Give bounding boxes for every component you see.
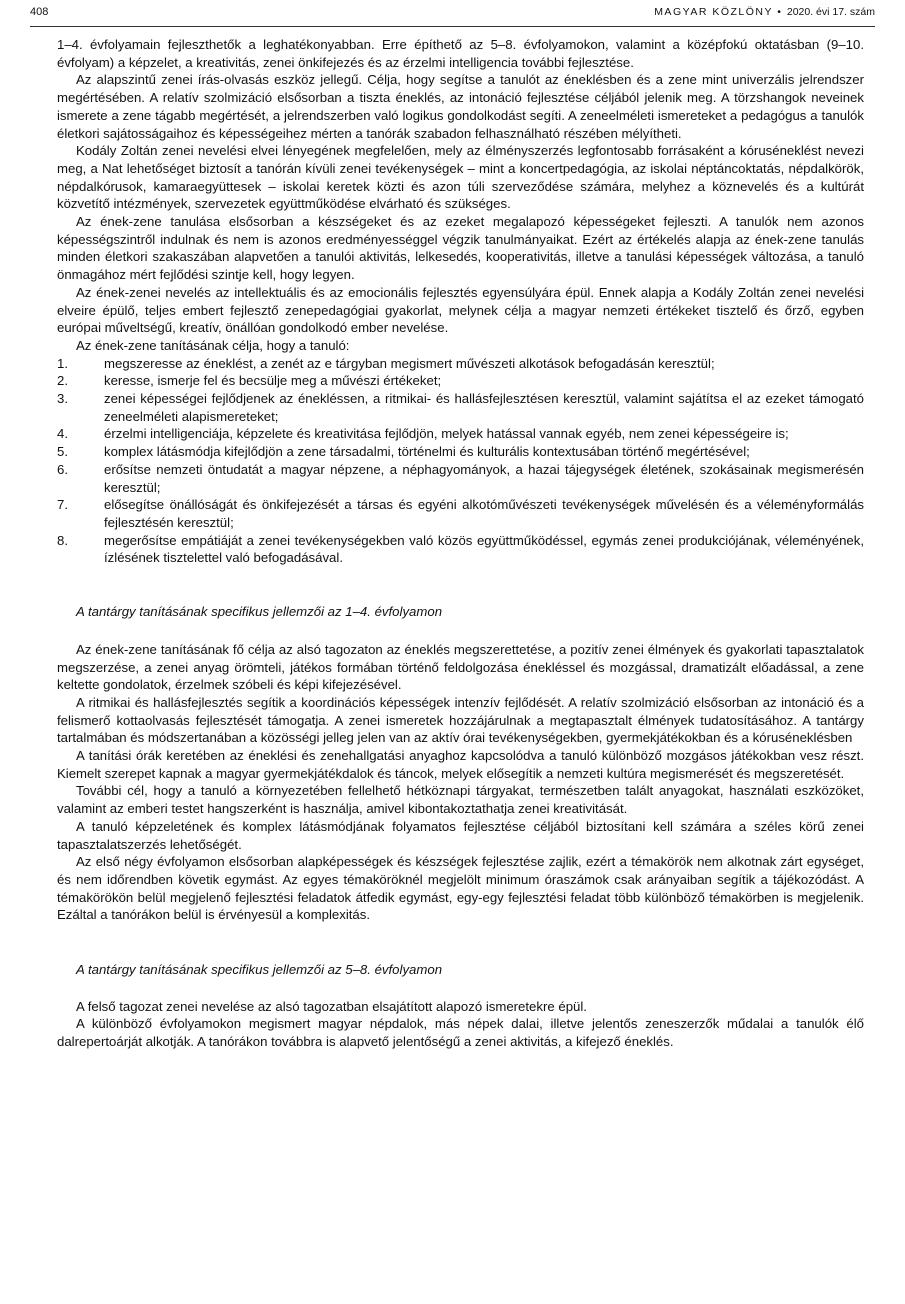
list-item: [57, 461, 864, 496]
list-text: elősegítse önállóságát és önkifejezését a társas és egyéni alkotóművészeti tevékenységek művelésén és a véleményformálás fejlesztésén keresztül;: [104, 497, 864, 530]
list-item: [57, 443, 864, 461]
issue-number: 2020. évi 17. szám: [786, 6, 875, 18]
page-header: [30, 6, 875, 24]
list-number: 7.: [57, 497, 68, 513]
paragraph: A felső tagozat zenei nevelése az alsó tagozatban elsajátított alapozó ismeretekre épül.: [76, 998, 587, 1014]
goals-list: [57, 355, 864, 567]
list-intro: Az ének-zene tanításának célja, hogy a tanuló:: [76, 337, 350, 353]
paragraph: Kodály Zoltán zenei nevelési elvei lényegének megfelelően, mely az élményszerzés legfontosabb forrásaként a kóruséneklést nevezi meg, a Nat lehetőséget biztosít a tanórán kívüli zenei tevékenységek – mint a koncertpedagógia, az iskolai néptáncoktatás, népdalkörök, népdalkórusok, kamaraegyüttesek – iskolai keretek közti és azon túli szerveződése számára, melyhez a köznevelés és a kultúrát közvetítő intézmények, szervezetek együttműködése elvárható és szükséges.: [57, 143, 864, 212]
list-text: megerősítse empátiáját a zenei tevékenységekben való közös együttműködéssel, egymás zenei produkciójának, véleményének, ízlésének tisztelettel való befogadásával.: [104, 532, 864, 566]
paragraph: Az alapszintű zenei írás-olvasás eszköz jellegű. Célja, hogy segítse a tanulót az éneklésben és a zene mint univerzális jelrendszer megértésében. A relatív szolmizáció elsősorban a tiszta éneklés, az intonáció fejlesztése céljából jelenik meg. A törzshangok neveinek ismerete a zene tágabb megértését, a jelrendszerben való logikus gondolkodást segíti. A zeneelméleti ismereteket a pedagógus a tanulók életkori sajátosságaihoz és képességeihez mérten a tanórák szabadon felhasználható részében mélyítheti.: [57, 72, 864, 141]
page-body: [57, 36, 864, 1051]
paragraph: Az első négy évfolyamon elsősorban alapképességek és készségek fejlesztése zajlik, ezért a témakörök nem alkotnak zárt egységet, és nem időrendben követik egymást. Az egyes témaköröknél megjelölt minimum óraszámok csak arányaiban segítik a tájékozódást. A témakörökön belül megjelenő fejlesztési feladatok átfedik egymást, egy-egy fejlesztési feladat több különböző témakörben is megjelenik. Ezáltal a tanórákon belül is érvényesül a komplexitás.: [57, 854, 864, 923]
journal-title: MAGYAR KÖZLÖNY: [654, 6, 773, 18]
list-item: [57, 355, 864, 373]
section-heading-1-4: A tantárgy tanításának specifikus jellemzői az 1–4. évfolyamon: [76, 604, 443, 620]
paragraph: 1–4. évfolyamain fejleszthetők a leghatékonyabban. Erre építhető az 5–8. évfolyamokon, valamint a középfokú oktatásban (9–10. évfolyam) a képzelet, a kreativitás, zenei önkifejezés és az érzelmi intelligencia további fejlesztése.: [57, 37, 864, 70]
list-item: [57, 372, 864, 390]
list-item: [57, 425, 864, 443]
list-text: megszeresse az éneklést, a zenét az e tárgyban megismert művészeti alkotások befogadásán keresztül;: [104, 355, 715, 371]
list-text: zenei képességei fejlődjenek az énekléssen, a ritmikai- és hallásfejlesztésen keresztül, valamint sajátítsa el az ezeket támogató zeneelméleti alapismereteket;: [104, 391, 864, 424]
paragraph: További cél, hogy a tanuló a környezetében fellelhető hétköznapi tárgyakat, természetben talált anyagokat, használati eszközöket, valamint az emberi testet hangszerként is használja, amivel kibontakoztathatja zenei kreativitását.: [57, 783, 864, 817]
list-number: 4.: [57, 426, 68, 442]
list-number: 1.: [57, 355, 68, 371]
header-rule: [30, 26, 875, 27]
paragraph: A tanítási órák keretében az éneklési és zenehallgatási anyaghoz kapcsolódva a tanuló különböző mozgásos játékokban vesz részt. Kiemelt szerepet kapnak a magyar gyermekjátékdalok és táncok, melyek elősegítik a nemzeti kultúra megismerését és megszeretését.: [57, 748, 864, 781]
page-number: 408: [30, 6, 49, 18]
list-item: [57, 496, 864, 531]
paragraph: A ritmikai és hallásfejlesztés segítik a koordinációs képességek intenzív fejlődését. A relatív szolmizáció elsősorban az intonáció és a felismerő kottaolvasás fejlesztését támogatja. A zenei ismeretek hozzájárulnak a megtapasztalt élmények tudatosításához. A tantárgy tartalmában és módszertanában a közösségi jelleg jelen van az aktív órai tevékenységekben, gyermekjátékokban és a kóruséneklésben: [57, 694, 864, 746]
paragraph: A különböző évfolyamokon megismert magyar népdalok, más népek dalai, illetve jelentős zeneszerzők műdalai a tanulók élő dalrepertoárját alkotják. A tanórákon továbbra is alapvető jelentőségű a zenei aktivitás, a kifejező éneklés.: [57, 1016, 864, 1050]
list-number: 8.: [57, 532, 68, 548]
list-number: 6.: [57, 461, 68, 477]
list-text: érzelmi intelligenciája, képzelete és kreativitása fejlődjön, melyek hatással vannak egyéb, nem zenei képességeire is;: [104, 426, 789, 442]
list-item: [57, 390, 864, 425]
list-number: 5.: [57, 444, 68, 460]
list-text: komplex látásmódja kifejlődjön a zene társadalmi, történelmi és kulturális kontextusában történő megértésével;: [104, 444, 750, 460]
header-separator: •: [777, 6, 783, 18]
paragraph: Az ének-zene tanításának fő célja az alsó tagozaton az éneklés megszerettetése, a pozitív zenei élmények és gyakorlati tapasztalatok megszerzése, a zenei anyag örömteli, játékos formában történő feldolgozása énekléssel és mozgással, dramatizált előadással, a zene keltette gondolatok, érzelmek szóbeli és képi kifejezésével.: [57, 641, 864, 693]
paragraph: Az ének-zene tanulása elsősorban a készségeket és az ezeket megalapozó képességeket fejleszti. A tanulók nem azonos képességszintről indulnak és nem is azonos eredményességgel végzik tanulmányaikat. Ezért az értékelés alapja az ének-zene tanulás minden életkori szakaszában alapvetően a tanulói aktivitás, lelkesedés, kooperativitás, illetve a tanulási képességek változása, a tanuló önmagához mért fejlődési szintje kell, hogy legyen.: [57, 214, 864, 283]
running-head: [654, 6, 875, 18]
paragraph: Az ének-zenei nevelés az intellektuális és az emocionális fejlesztés egyensúlyára épül. Ennek alapja a Kodály Zoltán zenei nevelési elveire épülő, teljes embert fejlesztő zenepedagógiai gyakorlat, melynek célja a magyar nemzeti értékeket tisztelő és őrző, egyben európai műveltségű, kreatív, önállóan gondolkodó ember nevelése.: [57, 284, 864, 336]
paragraph: A tanuló képzeletének és komplex látásmódjának folyamatos fejlesztése céljából biztosítani kell számára a széles körű zenei tapasztalatszerzés lehetőségét.: [57, 818, 864, 852]
list-item: [57, 532, 864, 567]
list-text: keresse, ismerje fel és becsülje meg a művészi értékeket;: [104, 373, 442, 389]
list-number: 2.: [57, 373, 68, 389]
list-text: erősítse nemzeti öntudatát a magyar népzene, a néphagyományok, a hazai tájegységek életének, szokásainak megismerésén keresztül;: [104, 461, 864, 495]
list-number: 3.: [57, 391, 68, 407]
section-heading-5-8: A tantárgy tanításának specifikus jellemzői az 5–8. évfolyamon: [76, 962, 443, 978]
